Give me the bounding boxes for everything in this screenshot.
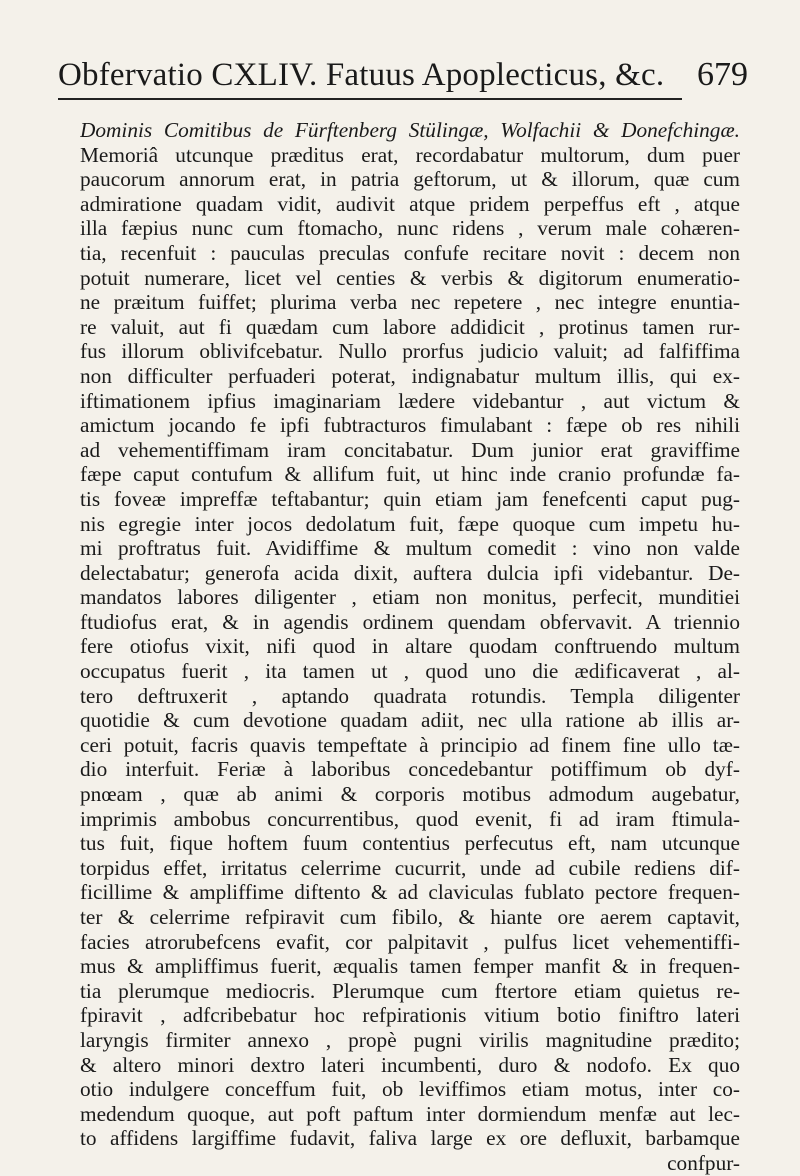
text-line: otio indulgere conceffum fuit, ob leviffimos etiam motus, inter co- bbox=[80, 1077, 740, 1102]
text-line: iftimationem ipfius imaginariam lædere videbantur , aut victum & bbox=[80, 388, 740, 413]
text-line: re valuit, aut fi quædam cum labore addidicit , protinus tamen rur- bbox=[80, 314, 740, 339]
text-line: pnœam , quæ ab animi & corporis motibus admodum augebatur, bbox=[80, 782, 740, 807]
text-line: admiratione quadam vidit, audivit atque pridem perpeffus eft , atque bbox=[80, 191, 740, 216]
running-head-title: Obfervatio CXLIV. Fatuus Apoplecticus, &c. bbox=[58, 57, 665, 93]
text-line: occupatus fuerit , ita tamen ut , quod uno die ædificaverat , al- bbox=[80, 659, 740, 684]
text-line: mi proftratus fuit. Avidiffime & multum comedit : vino non valde bbox=[80, 536, 740, 561]
text-line: tia plerumque mediocris. Plerumque cum ftertore etiam quietus re- bbox=[80, 978, 740, 1003]
text-line: mus & ampliffimus fuerit, æqualis tamen femper manfit & in frequen- bbox=[80, 954, 740, 979]
text-line: ftudiofus erat, & in agendis ordinem quendam obfervavit. A triennio bbox=[80, 609, 740, 634]
text-line: tia, recenfuit : pauculas preculas confufe recitare novit : decem non bbox=[80, 240, 740, 265]
text-line: tus fuit, fique hoftem fuum contentius perfecutus eft, nam utcunque bbox=[80, 831, 740, 856]
text-line: quotidie & cum devotione quadam adiit, nec ulla ratione ab illis ar- bbox=[80, 708, 740, 733]
running-head bbox=[58, 40, 748, 92]
text-line: Memoriâ utcunque præditus erat, recordabatur multorum, dum puer bbox=[80, 142, 740, 167]
text-line: amictum jocando fe ipfi fubtracturos fimulabant : fæpe ob res nihili bbox=[80, 413, 740, 438]
text-line: tero deftruxerit , aptando quadrata rotundis. Templa diligenter bbox=[80, 683, 740, 708]
text-line: fere otiofus vixit, nifi quod in altare quodam conftruendo multum bbox=[80, 634, 740, 659]
text-line: ficillime & ampliffime diftento & ad claviculas fublato pectore frequen- bbox=[80, 880, 740, 905]
body-text bbox=[80, 118, 740, 1176]
text-line: & altero minori dextro lateri incumbenti, duro & nodofo. Ex quo bbox=[80, 1052, 740, 1077]
text-line: dio interfuit. Feriæ à laboribus concedebantur potiffimum ob dyf- bbox=[80, 757, 740, 782]
text-line: delectabatur; generofa acida dixit, auftera dulcia ipfi videbantur. De- bbox=[80, 560, 740, 585]
text-line: fpiravit , adfcribebatur hoc refpirationis vitium botio finiftro lateri bbox=[80, 1003, 740, 1028]
text-line: paucorum annorum erat, in patria geftorum, ut & illorum, quæ cum bbox=[80, 167, 740, 192]
text-line: ad vehementiffimam iram concitabatur. Dum junior erat graviffime bbox=[80, 437, 740, 462]
text-line: imprimis ambobus concurrentibus, quod evenit, fi ad iram ftimula- bbox=[80, 806, 740, 831]
text-line: fæpe caput contufum & allifum fuit, ut hinc inde cranio profundæ fa- bbox=[80, 462, 740, 487]
page-number: 679 bbox=[697, 56, 748, 93]
text-line: tis foveæ impreffæ teftabantur; quin etiam jam fenefcenti caput pug- bbox=[80, 486, 740, 511]
text-line: mandatos labores diligenter , etiam non monitus, perfecit, munditiei bbox=[80, 585, 740, 610]
text-line: medendum quoque, aut poft paftum inter dormiendum menfæ aut lec- bbox=[80, 1101, 740, 1126]
text-line: potuit numerare, licet vel centies & verbis & digitorum enumeratio- bbox=[80, 265, 740, 290]
catchword: confpur- bbox=[667, 1150, 740, 1175]
text-line: to affidens largiffime fudavit, faliva large ex ore defluxit, barbamque bbox=[80, 1126, 740, 1151]
text-line: ne præitum fuiffet; plurima verba nec repetere , nec integre enuntia- bbox=[80, 290, 740, 315]
text-line: fus illorum oblivifcebatur. Nullo prorfus judicio valuit; ad falfiffima bbox=[80, 339, 740, 364]
text-line: torpidus effet, irritatus celerrime cucurrit, unde ad cubile rediens dif- bbox=[80, 855, 740, 880]
text-line: illa fæpius nunc cum ftomacho, nunc ridens , verum male cohæren- bbox=[80, 216, 740, 241]
text-line: nis egregie inter jocos dedolatum fuit, fæpe quoque cum impetu hu- bbox=[80, 511, 740, 536]
text-line: ter & celerrime refpiravit cum fibilo, & hiante ore aerem captavit, bbox=[80, 905, 740, 929]
text-line: Dominis Comitibus de Fürftenberg Stülingæ, Wolfachii & Donefchingæ. bbox=[80, 118, 740, 142]
text-line: ceri potuit, facris quavis tempeftate à principio ad finem fine ullo tæ- bbox=[80, 732, 740, 757]
text-line: non difficulter perfuaderi poterat, indignabatur multum illis, qui ex- bbox=[80, 363, 740, 388]
text-line: facies atrorubefcens evafit, cor palpitavit , pulfus licet vehementiffi- bbox=[80, 929, 740, 954]
text-line: laryngis firmiter annexo , propè pugni virilis magnitudine prædito; bbox=[80, 1027, 740, 1052]
header-rule bbox=[58, 98, 682, 100]
